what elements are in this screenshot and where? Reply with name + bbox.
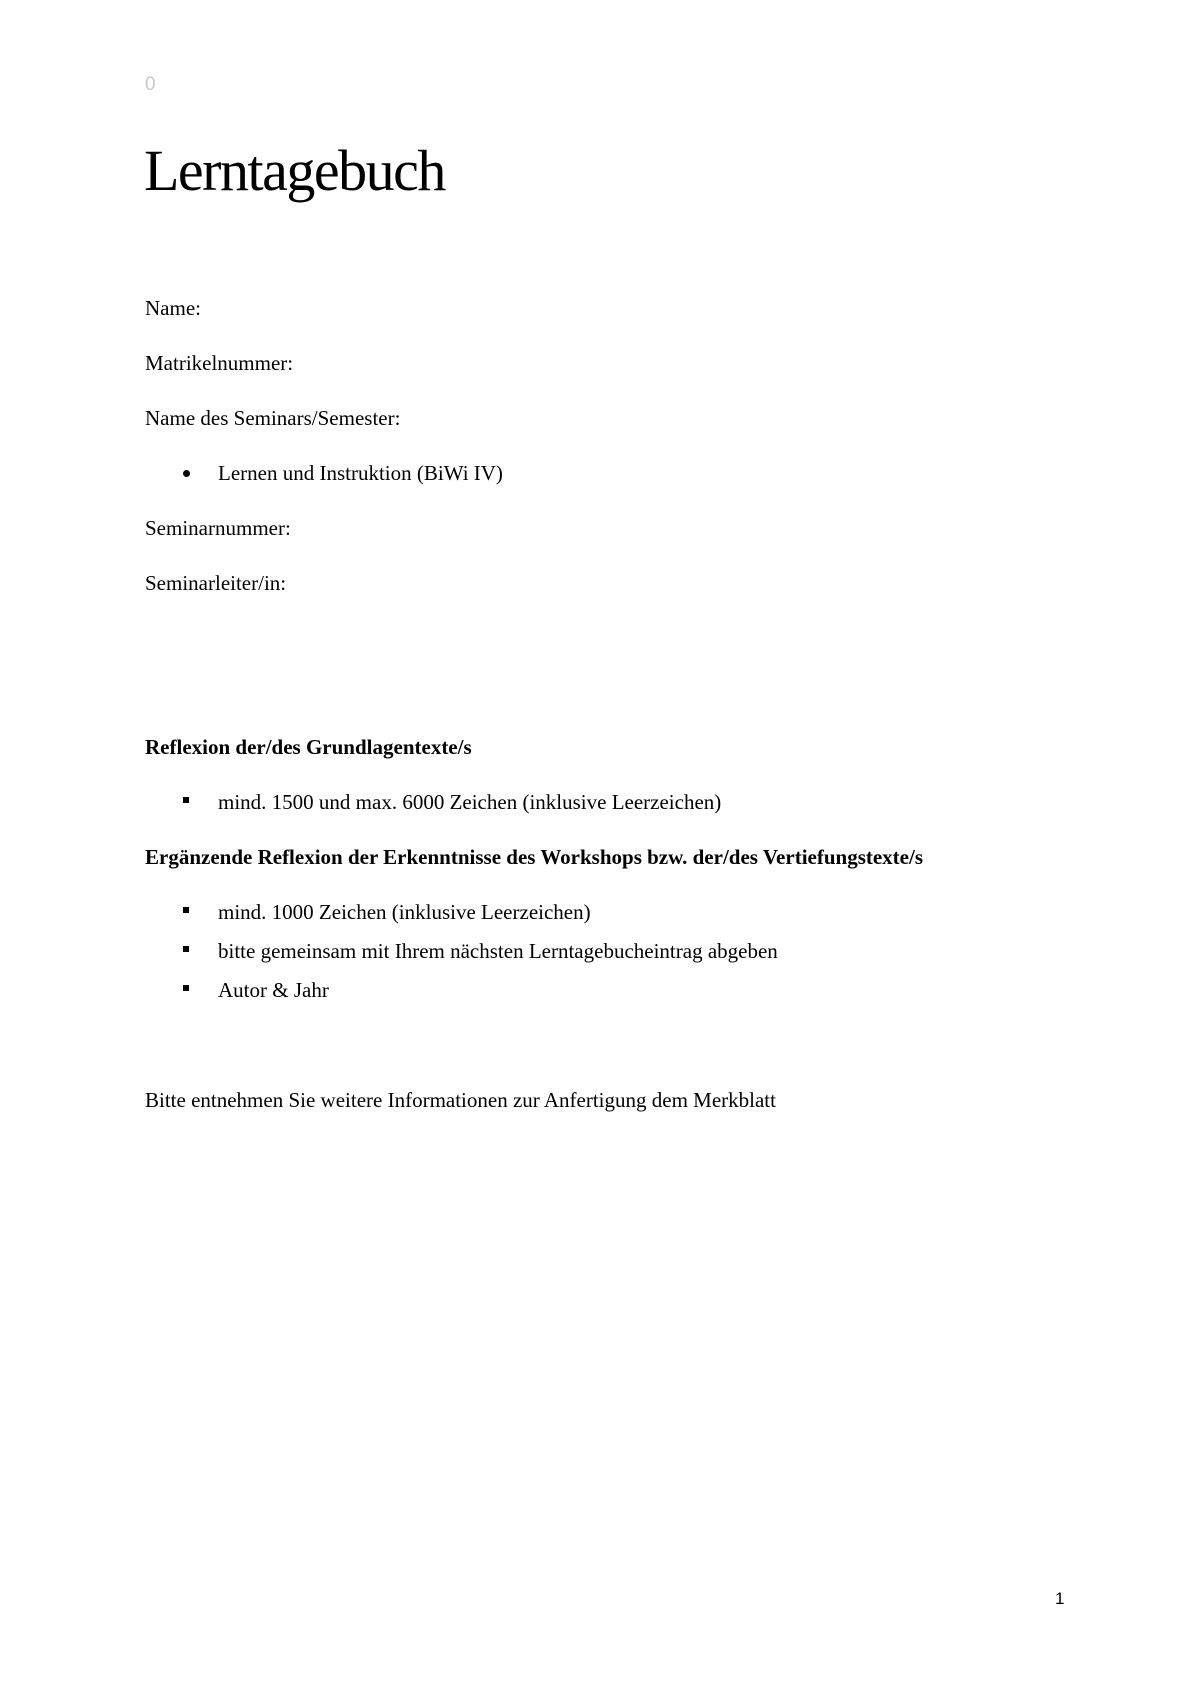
list-item: bitte gemeinsam mit Ihrem nächsten Lerntagebucheintrag abgeben bbox=[218, 939, 778, 963]
header-number: 0 bbox=[145, 74, 156, 95]
list-item: Autor & Jahr bbox=[218, 978, 329, 1002]
list-item: mind. 1000 Zeichen (inklusive Leerzeichen) bbox=[218, 900, 591, 924]
footer-note: Bitte entnehmen Sie weitere Informationen zur Anfertigung dem Merkblatt bbox=[145, 1088, 776, 1112]
list-item: mind. 1500 und max. 6000 Zeichen (inklusive Leerzeichen) bbox=[218, 790, 722, 814]
section-heading-ergaenzende-reflexion: Ergänzende Reflexion der Erkenntnisse des Workshops bzw. der/des Vertiefungstexte/s bbox=[145, 845, 924, 869]
bullet-dot-icon bbox=[183, 470, 190, 477]
seminarleiter-label: Seminarleiter/in: bbox=[145, 571, 287, 595]
seminar-list-item: Lernen und Instruktion (BiWi IV) bbox=[218, 461, 503, 485]
document-title: Lerntagebuch bbox=[144, 138, 445, 203]
bullet-square-icon bbox=[183, 797, 189, 803]
bullet-square-icon bbox=[183, 985, 189, 991]
matrikelnummer-label: Matrikelnummer: bbox=[145, 351, 294, 375]
section-heading-grundlagentexte: Reflexion der/des Grundlagentexte/s bbox=[145, 735, 472, 759]
bullet-square-icon bbox=[183, 907, 189, 913]
name-label: Name: bbox=[145, 296, 201, 320]
bullet-square-icon bbox=[183, 946, 189, 952]
seminar-name-label: Name des Seminars/Semester: bbox=[145, 406, 401, 430]
seminarnummer-label: Seminarnummer: bbox=[145, 516, 291, 540]
page-number: 1 bbox=[1055, 1589, 1065, 1608]
